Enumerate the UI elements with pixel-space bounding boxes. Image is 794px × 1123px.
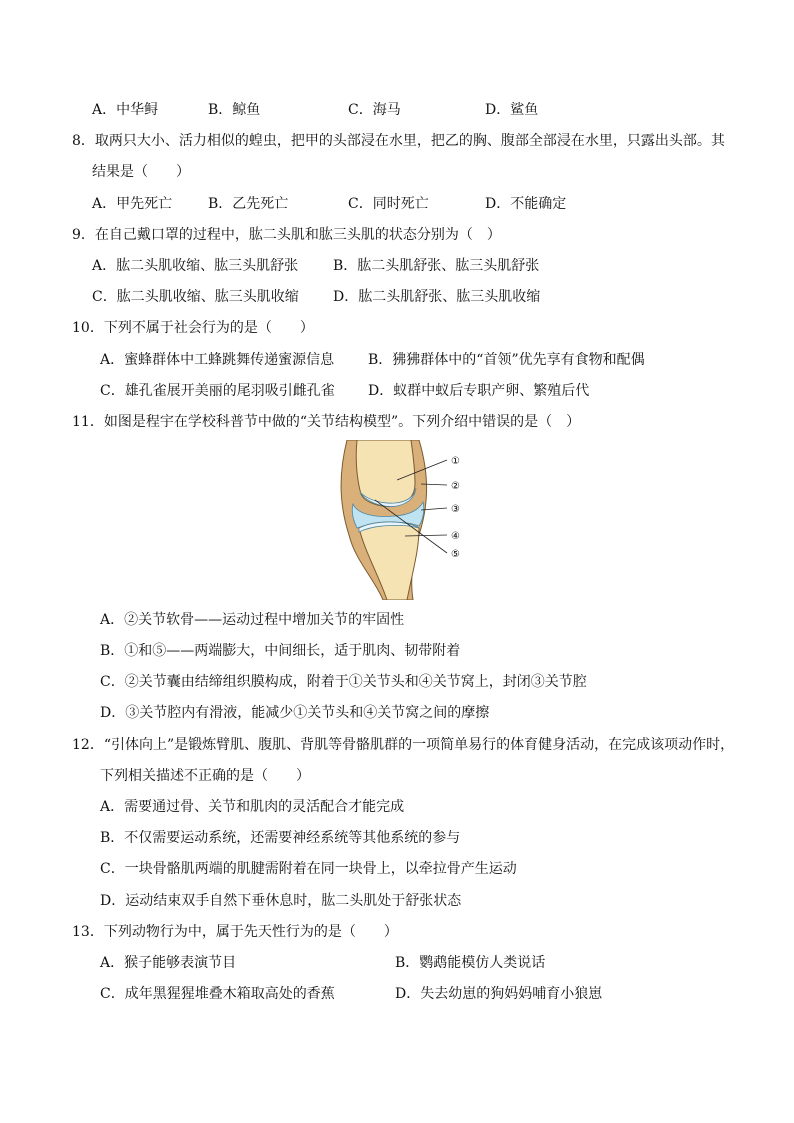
q7-option-a: A．中华鲟 xyxy=(92,102,159,118)
q11-option-b: B．①和⑤——两端膨大，中间细长，适于肌肉、韧带附着 xyxy=(100,643,461,659)
q9-stem: 9．在自己戴口罩的过程中，肱二头肌和肱三头肌的状态分别为（ ） xyxy=(72,227,501,243)
q12-option-b: B．不仅需要运动系统，还需要神经系统等其他系统的参与 xyxy=(100,830,461,846)
figure-label-4: ④ xyxy=(451,531,460,542)
q12-stem-line2: 下列相关描述不正确的是（ ） xyxy=(100,768,310,784)
figure-label-3: ③ xyxy=(451,504,460,515)
q9-option-a: A．肱二头肌收缩、肱三头肌舒张 xyxy=(92,258,299,274)
q8-option-d: D．不能确定 xyxy=(485,196,567,212)
q11-option-a: A．②关节软骨——运动过程中增加关节的牢固性 xyxy=(100,612,405,628)
q10-stem: 10．下列不属于社会行为的是（ ） xyxy=(72,320,314,336)
q11-stem: 11．如图是程宇在学校科普节中做的“关节结构模型”。下列介绍中错误的是（ ） xyxy=(72,414,581,430)
figure-label-1: ① xyxy=(451,456,460,467)
q9-option-d: D．肱二头肌舒张、肱三头肌收缩 xyxy=(333,289,541,305)
q7-option-d: D．鲨鱼 xyxy=(485,102,539,118)
q12-option-c: C．一块骨骼肌两端的肌腱需附着在同一块骨上，以牵拉骨产生运动 xyxy=(100,861,517,877)
q7-option-c: C．海马 xyxy=(348,102,401,118)
q12-option-d: D．运动结束双手自然下垂休息时，肱二头肌处于舒张状态 xyxy=(100,893,462,909)
q8-stem-line1: 8．取两只大小、活力相似的蝗虫，把甲的头部浸在水里，把乙的胸、腹部全部浸在水里，只露出头部。其 xyxy=(72,133,725,149)
q8-option-c: C．同时死亡 xyxy=(348,196,429,212)
q13-option-b: B．鹦鹉能模仿人类说话 xyxy=(395,955,546,971)
q13-option-a: A．猴子能够表演节目 xyxy=(100,955,237,971)
q9-option-b: B．肱二头肌舒张、肱三头肌舒张 xyxy=(333,258,540,274)
q12-option-a: A．需要通过骨、关节和肌肉的灵活配合才能完成 xyxy=(100,799,405,815)
q10-option-d: D．蚁群中蚁后专职产卵、繁殖后代 xyxy=(368,383,590,399)
q8-option-b: B．乙先死亡 xyxy=(208,196,289,212)
q12-stem-line1: 12．“引体向上”是锻炼臂肌、腹肌、背肌等骨骼肌群的一项简单易行的体育健身活动，在完成该项动作时， xyxy=(72,737,735,753)
figure-label-5: ⑤ xyxy=(451,549,460,560)
q7-option-b: B．鲸鱼 xyxy=(208,102,261,118)
q8-stem-line2: 结果是（ ） xyxy=(92,164,190,180)
q10-option-a: A．蜜蜂群体中工蜂跳舞传递蜜源信息 xyxy=(100,352,335,368)
figure-label-2: ② xyxy=(451,481,460,492)
q9-option-c: C．肱二头肌收缩、肱三头肌收缩 xyxy=(92,289,299,305)
joint-structure-diagram xyxy=(335,440,485,600)
q13-option-d: D．失去幼崽的狗妈妈哺育小狼崽 xyxy=(395,986,603,1002)
q11-option-c: C．②关节囊由结缔组织膜构成，附着于①关节头和④关节窝上，封闭③关节腔 xyxy=(100,674,587,690)
q11-option-d: D．③关节腔内有滑液，能减少①关节头和④关节窝之间的摩擦 xyxy=(100,705,490,721)
q8-option-a: A．甲先死亡 xyxy=(92,196,173,212)
q13-option-c: C．成年黑猩猩堆叠木箱取高处的香蕉 xyxy=(100,986,335,1002)
q13-stem: 13．下列动物行为中，属于先天性行为的是（ ） xyxy=(72,924,398,940)
q10-option-b: B．狒狒群体中的“首领”优先享有食物和配偶 xyxy=(368,352,645,368)
q10-option-c: C．雄孔雀展开美丽的尾羽吸引雌孔雀 xyxy=(100,383,335,399)
